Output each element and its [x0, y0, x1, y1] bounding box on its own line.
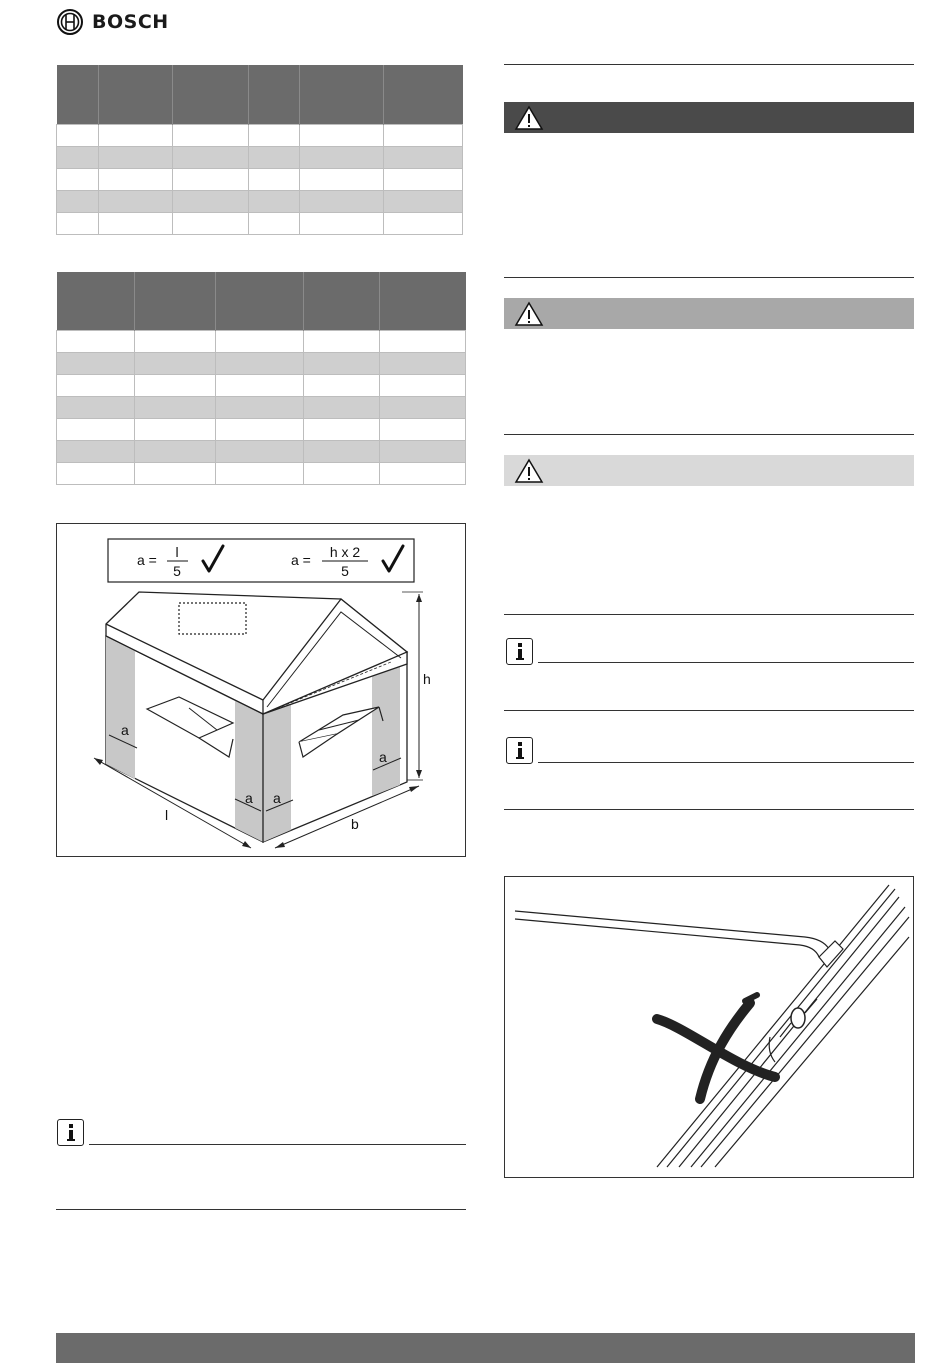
table-row [57, 212, 463, 234]
table-row [57, 418, 466, 440]
note-rule [89, 1144, 466, 1145]
bosch-armature-icon [56, 8, 84, 36]
info-icon [57, 1119, 84, 1146]
table-row [57, 440, 466, 462]
table-row [57, 146, 463, 168]
table-row [57, 168, 463, 190]
wrong-installation-figure [504, 876, 914, 1178]
label-a: a [379, 749, 387, 765]
formula-left-den: 5 [173, 563, 181, 579]
warning-triangle-icon [514, 458, 544, 484]
table-row [57, 462, 466, 484]
section-rule [504, 710, 914, 711]
table-header-row [57, 65, 463, 124]
warning-triangle-icon [514, 301, 544, 327]
collector-clamp-diagram [505, 877, 913, 1177]
table-1 [56, 65, 463, 235]
building-figure [56, 523, 466, 857]
label-a: a [273, 790, 281, 806]
table-row [57, 396, 466, 418]
formula-right-lhs: a = [291, 552, 311, 568]
table-row [57, 330, 466, 352]
section-rule [504, 434, 914, 435]
label-a: a [121, 722, 129, 738]
section-rule [56, 1209, 466, 1210]
label-l: l [165, 807, 169, 823]
building-diagram [57, 524, 465, 856]
label-a: a [245, 790, 253, 806]
info-icon [506, 737, 533, 764]
section-rule [504, 64, 914, 65]
label-b: b [351, 816, 359, 832]
formula-right-den: 5 [341, 563, 349, 579]
warning-bar [504, 298, 914, 329]
footer-bar [56, 1333, 915, 1363]
section-rule [504, 277, 914, 278]
table-row [57, 190, 463, 212]
bosch-logo [56, 8, 169, 36]
info-icon [506, 638, 533, 665]
table-row [57, 352, 466, 374]
caution-bar [504, 455, 914, 486]
section-rule [504, 809, 914, 810]
danger-bar [504, 102, 914, 133]
formula-right-num: h x 2 [329, 544, 361, 560]
note-rule [538, 662, 914, 663]
warning-triangle-icon [514, 105, 544, 131]
formula-left-lhs: a = [137, 552, 157, 568]
label-h: h [423, 671, 431, 687]
note-rule [538, 762, 914, 763]
formula-left-num: l [175, 544, 179, 560]
section-rule [504, 614, 914, 615]
table-2 [56, 272, 466, 485]
table-row [57, 124, 463, 146]
brand-name: BOSCH [92, 11, 169, 33]
table-header-row [57, 272, 466, 330]
table-row [57, 374, 466, 396]
